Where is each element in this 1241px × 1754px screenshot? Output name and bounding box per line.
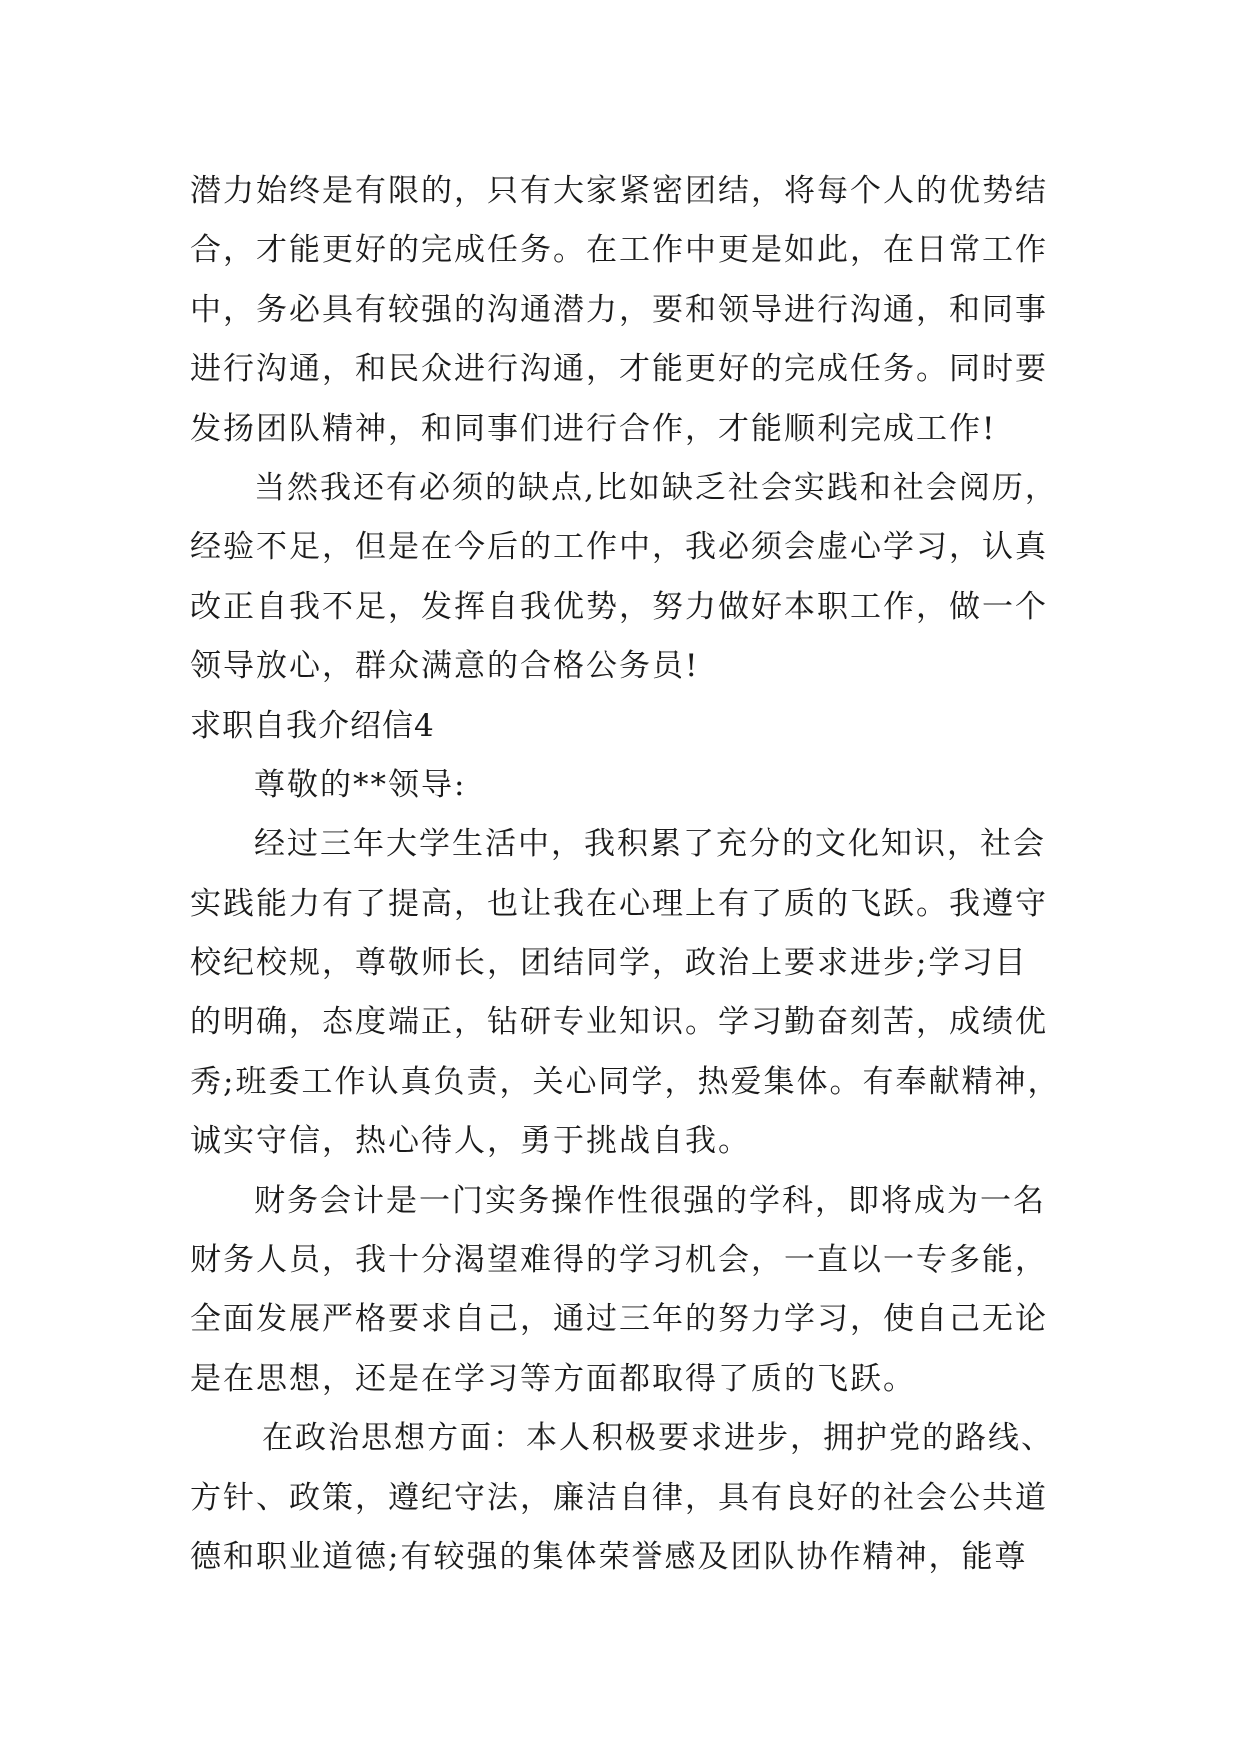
text-line: 全面发展严格要求自己，通过三年的努力学习，使自己无论	[190, 1301, 1048, 1338]
paragraph-first-line: 当然我还有必须的缺点,比如缺乏社会实践和社会阅历，	[254, 469, 1058, 506]
paragraph-first-line: 经过三年大学生活中，我积累了充分的文化知识，社会	[254, 826, 1046, 863]
text-line: 方针、政策，遵纪守法，廉洁自律，具有良好的社会公共道	[190, 1479, 1048, 1516]
text-line: 合，才能更好的完成任务。在工作中更是如此，在日常工作	[190, 232, 1048, 269]
paragraph-first-line: 在政治思想方面：本人积极要求进步，拥护党的路线、	[262, 1420, 1054, 1457]
text-line: 发扬团队精神，和同事们进行合作，才能顺利完成工作!	[190, 410, 997, 447]
section-heading: 求职自我介绍信4	[190, 707, 435, 744]
text-line: 诚实守信，热心待人，勇于挑战自我。	[190, 1123, 751, 1160]
paragraph-first-line: 财务会计是一门实务操作性很强的学科，即将成为一名	[254, 1182, 1046, 1219]
text-line: 经验不足，但是在今后的工作中，我必须会虚心学习，认真	[190, 529, 1048, 566]
text-line: 的明确，态度端正，钻研专业知识。学习勤奋刻苦，成绩优	[190, 1004, 1048, 1041]
document-body	[190, 162, 1060, 1587]
text-line: 中，务必具有较强的沟通潜力，要和领导进行沟通，和同事	[190, 291, 1048, 328]
text-line: 德和职业道德;有较强的集体荣誉感及团队协作精神，能尊	[190, 1538, 1028, 1575]
text-line: 实践能力有了提高，也让我在心理上有了质的飞跃。我遵守	[190, 885, 1048, 922]
text-line: 潜力始终是有限的，只有大家紧密团结，将每个人的优势结	[190, 173, 1048, 209]
salutation: 尊敬的**领导:	[254, 766, 467, 803]
text-line: 校纪校规，尊敬师长，团结同学，政治上要求进步;学习目	[190, 945, 1028, 982]
text-line: 是在思想，还是在学习等方面都取得了质的飞跃。	[190, 1360, 916, 1397]
text-line: 进行沟通，和民众进行沟通，才能更好的完成任务。同时要	[190, 351, 1048, 388]
text-line: 领导放心，群众满意的合格公务员!	[190, 648, 700, 685]
text-line: 改正自我不足，发挥自我优势，努力做好本职工作，做一个	[190, 588, 1048, 625]
text-line: 秀;班委工作认真负责，关心同学，热爱集体。有奉献精神，	[190, 1063, 1061, 1100]
text-line: 财务人员，我十分渴望难得的学习机会，一直以一专多能，	[190, 1242, 1048, 1279]
